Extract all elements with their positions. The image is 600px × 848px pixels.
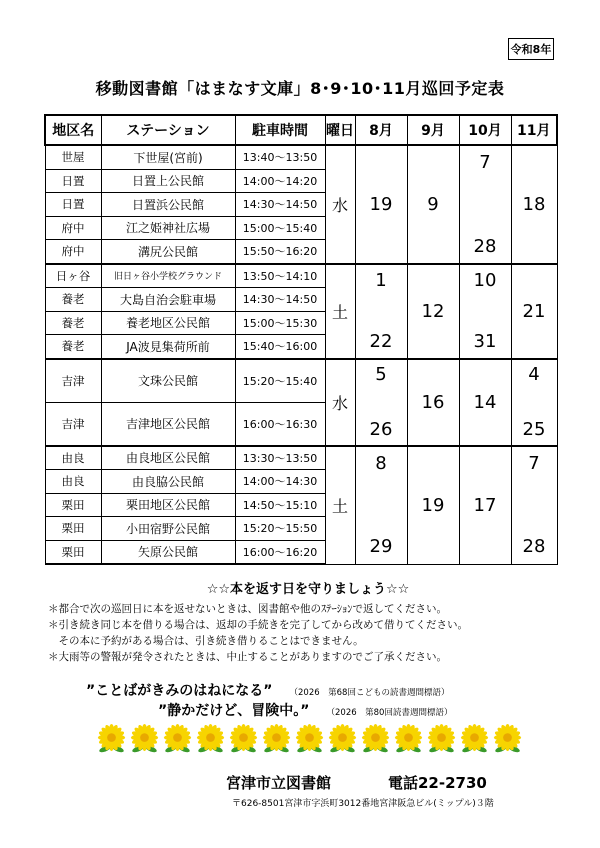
district-cell: 由良 bbox=[45, 470, 101, 494]
time-cell: 15:20～15:40 bbox=[235, 359, 325, 403]
station-cell: 日置上公民館 bbox=[101, 169, 235, 193]
date-value: 4 bbox=[528, 364, 540, 385]
table-row bbox=[45, 359, 557, 403]
date-value: 28 bbox=[522, 536, 546, 558]
date-cell-m11: 18 bbox=[511, 145, 557, 264]
note-line: ＊引き続き同じ本を借りる場合は、返却の手続きを完了してから改めて借りてください。 bbox=[48, 619, 468, 631]
time-cell: 16:00～16:30 bbox=[235, 402, 325, 446]
date-cell-m9: 12 bbox=[407, 264, 459, 359]
dandelion-icon bbox=[393, 724, 424, 755]
district-cell: 養老 bbox=[45, 288, 101, 312]
date-cell-m11 bbox=[511, 446, 557, 565]
dandelion-icon bbox=[459, 724, 490, 755]
notes-section bbox=[48, 578, 568, 665]
header-november: 11月 bbox=[511, 115, 557, 145]
era-badge: 令和8年 bbox=[508, 38, 554, 60]
station-cell: 日置浜公民館 bbox=[101, 193, 235, 217]
date-cell-m11 bbox=[511, 359, 557, 446]
station-cell: JA波見集荷所前 bbox=[101, 335, 235, 359]
header-september: 9月 bbox=[407, 115, 459, 145]
header-district: 地区名 bbox=[45, 115, 101, 145]
station-cell: 小田宿野公民館 bbox=[101, 517, 235, 541]
date-cell-m10 bbox=[459, 264, 511, 359]
date-value: 8 bbox=[375, 452, 387, 474]
schedule-table bbox=[44, 114, 558, 565]
district-cell: 世屋 bbox=[45, 145, 101, 169]
date-value: 5 bbox=[375, 364, 387, 385]
date-value: 22 bbox=[369, 331, 393, 352]
district-cell: 府中 bbox=[45, 216, 101, 240]
date-cell-m9: 19 bbox=[407, 446, 459, 565]
weekday-cell: 土 bbox=[325, 264, 355, 359]
district-cell: 栗田 bbox=[45, 517, 101, 541]
time-cell: 14:50～15:10 bbox=[235, 493, 325, 517]
library-address: 〒626-8501宮津市字浜町3012番地宮津阪急ビル(ミップル)３階 bbox=[232, 799, 494, 809]
date-cell-m8 bbox=[355, 264, 407, 359]
header-time: 駐車時間 bbox=[235, 115, 325, 145]
note-line: ＊大雨等の警報が発令されたときは、中止することがありますのでご了承ください。 bbox=[48, 651, 447, 663]
dandelion-icon bbox=[360, 724, 391, 755]
notes-heading: ☆☆本を返す日を守りましょう☆☆ bbox=[206, 582, 410, 597]
date-value: 29 bbox=[369, 536, 393, 558]
header-station: ステーション bbox=[101, 115, 235, 145]
time-cell: 15:00～15:40 bbox=[235, 216, 325, 240]
district-cell: 吉津 bbox=[45, 402, 101, 446]
table-header-row bbox=[45, 115, 557, 145]
date-value: 28 bbox=[473, 235, 497, 257]
dandelion-icon bbox=[129, 724, 160, 755]
slogan-children bbox=[86, 680, 449, 700]
date-value: 1 bbox=[375, 270, 387, 291]
time-cell: 15:40～16:00 bbox=[235, 335, 325, 359]
weekday-cell: 土 bbox=[325, 446, 355, 565]
station-cell: 大島自治会駐車場 bbox=[101, 288, 235, 312]
schedule-body bbox=[45, 145, 557, 564]
time-cell: 16:00～16:20 bbox=[235, 540, 325, 564]
district-cell: 栗田 bbox=[45, 493, 101, 517]
time-cell: 14:30～14:50 bbox=[235, 193, 325, 217]
dandelion-icon bbox=[294, 724, 325, 755]
time-cell: 14:30～14:50 bbox=[235, 288, 325, 312]
time-cell: 15:00～15:30 bbox=[235, 311, 325, 335]
dandelion-icon bbox=[96, 724, 127, 755]
station-cell: 旧日ヶ谷小学校グラウンド bbox=[101, 264, 235, 288]
header-august: 8月 bbox=[355, 115, 407, 145]
date-cell-m8 bbox=[355, 359, 407, 446]
library-phone: 電話22-2730 bbox=[388, 774, 487, 792]
district-cell: 養老 bbox=[45, 311, 101, 335]
dandelion-icon bbox=[162, 724, 193, 755]
station-cell: 文珠公民館 bbox=[101, 359, 235, 403]
station-cell: 吉津地区公民館 bbox=[101, 402, 235, 446]
time-cell: 13:40～13:50 bbox=[235, 145, 325, 169]
table-row bbox=[45, 264, 557, 288]
weekday-cell: 水 bbox=[325, 359, 355, 446]
district-cell: 養老 bbox=[45, 335, 101, 359]
date-value: 10 bbox=[473, 270, 497, 291]
table-row bbox=[45, 446, 557, 470]
table-row bbox=[45, 145, 557, 169]
date-cell-m9: 16 bbox=[407, 359, 459, 446]
district-cell: 日ヶ谷 bbox=[45, 264, 101, 288]
station-cell: 由良脇公民館 bbox=[101, 470, 235, 494]
date-value: 7 bbox=[528, 452, 540, 474]
flower-row bbox=[96, 724, 523, 755]
slogan-text: ”静かだけど、冒険中。” bbox=[158, 703, 310, 719]
time-cell: 13:50～14:10 bbox=[235, 264, 325, 288]
time-cell: 15:50～16:20 bbox=[235, 240, 325, 264]
time-cell: 15:20～15:50 bbox=[235, 517, 325, 541]
station-cell: 江之姫神社広場 bbox=[101, 216, 235, 240]
district-cell: 吉津 bbox=[45, 359, 101, 403]
district-cell: 日置 bbox=[45, 169, 101, 193]
slogan-note: （2026 第68回こどもの読書週間標語） bbox=[289, 688, 450, 698]
date-value: 25 bbox=[522, 419, 546, 440]
date-cell-m10: 14 bbox=[459, 359, 511, 446]
time-cell: 13:30～13:50 bbox=[235, 446, 325, 470]
station-cell: 栗田地区公民館 bbox=[101, 493, 235, 517]
district-cell: 栗田 bbox=[45, 540, 101, 564]
header-day: 曜日 bbox=[325, 115, 355, 145]
date-cell-m8 bbox=[355, 446, 407, 565]
district-cell: 府中 bbox=[45, 240, 101, 264]
date-cell-m11: 21 bbox=[511, 264, 557, 359]
dandelion-icon bbox=[228, 724, 259, 755]
date-cell-m10 bbox=[459, 145, 511, 264]
station-cell: 下世屋(宮前) bbox=[101, 145, 235, 169]
date-cell-m9: 9 bbox=[407, 145, 459, 264]
slogan-text: ”ことばがきみのはねになる” bbox=[86, 683, 273, 699]
header-october: 10月 bbox=[459, 115, 511, 145]
dandelion-icon bbox=[195, 724, 226, 755]
weekday-cell: 水 bbox=[325, 145, 355, 264]
date-cell-m10: 17 bbox=[459, 446, 511, 565]
date-value: 7 bbox=[479, 152, 491, 173]
station-cell: 溝尻公民館 bbox=[101, 240, 235, 264]
station-cell: 養老地区公民館 bbox=[101, 311, 235, 335]
station-cell: 矢原公民館 bbox=[101, 540, 235, 564]
date-value: 31 bbox=[473, 331, 497, 352]
district-cell: 日置 bbox=[45, 193, 101, 217]
dandelion-icon bbox=[327, 724, 358, 755]
district-cell: 由良 bbox=[45, 446, 101, 470]
library-name: 宮津市立図書館 bbox=[226, 774, 332, 792]
dandelion-icon bbox=[426, 724, 457, 755]
station-cell: 由良地区公民館 bbox=[101, 446, 235, 470]
date-cell-m8: 19 bbox=[355, 145, 407, 264]
date-value: 26 bbox=[369, 419, 393, 440]
dandelion-icon bbox=[492, 724, 523, 755]
slogan-reading-week bbox=[158, 700, 452, 720]
slogan-note: （2026 第80回読書週間標語） bbox=[326, 708, 453, 718]
note-line: ＊都合で次の巡回日に本を返せないときは、図書館や他のｽﾃｰｼｮﾝで返してください。 bbox=[48, 603, 447, 615]
note-line: その本に予約がある場合は、引き続き借りることはできません。 bbox=[48, 635, 364, 647]
dandelion-icon bbox=[261, 724, 292, 755]
time-cell: 14:00～14:20 bbox=[235, 169, 325, 193]
time-cell: 14:00～14:30 bbox=[235, 470, 325, 494]
page-title: 移動図書館「はまなす文庫」8･9･10･11月巡回予定表 bbox=[95, 79, 505, 98]
